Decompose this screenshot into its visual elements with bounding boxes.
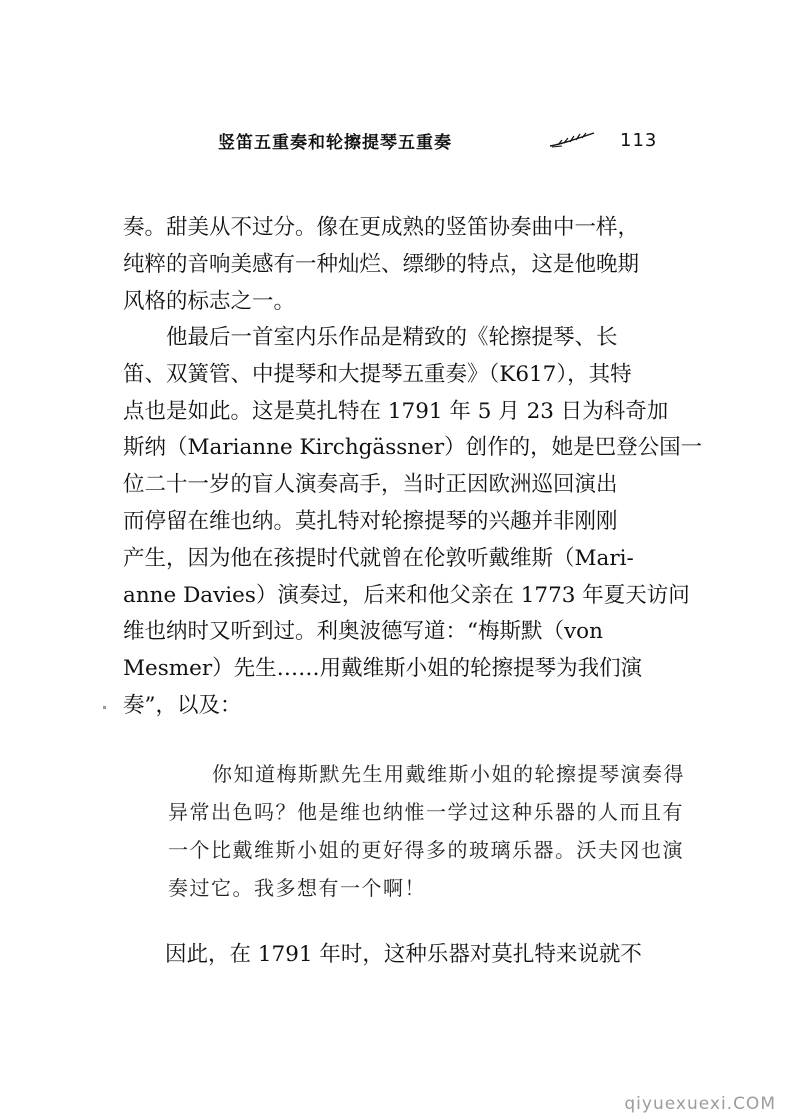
block-quote: 你知道梅斯默先生用戴维斯小姐的轮擦提琴演奏得异常出色吗？他是维也纳惟一学过这种乐器的人而且有一个比戴维斯小姐的更好得多的玻璃乐器。沃夫冈也演奏过它。我多想有一个啊！: [168, 762, 685, 900]
site-watermark: qiyuexuexi.COM: [624, 1094, 776, 1114]
text-line: 斯纳（Marianne Kirchgässner）创作的，她是巴登公国一: [123, 435, 703, 461]
text-line: 纯粹的音响美感有一种灿烂、缥缈的特点，这是他晚期: [123, 251, 640, 277]
text-line: 维也纳时又听到过。利奥波德写道：“梅斯默（von: [123, 619, 603, 645]
text-line: 他最后一首室内乐作品是精致的《轮擦提琴、长: [166, 325, 618, 350]
text-line: 笛、双簧管、中提琴和大提琴五重奏》（K617），其特: [123, 361, 632, 387]
quill-pen-icon: [548, 130, 596, 150]
text-line: 奏”，以及：: [123, 692, 242, 718]
scan-mark: [103, 706, 106, 709]
paragraph-2: [123, 320, 703, 725]
text-line: 而停留在维也纳。莫扎特对轮擦提琴的兴趣并非刚刚: [123, 508, 618, 534]
text-line: 风格的标志之一。: [123, 288, 296, 314]
text-line: 点也是如此。这是莫扎特在 1791 年 5 月 23 日为科奇加: [123, 398, 669, 424]
paragraph-1: [123, 210, 689, 320]
page-header: [218, 128, 794, 158]
text-line: 奏。甜美从不过分。像在更成熟的竖笛协奏曲中一样，: [123, 215, 640, 240]
running-title: 竖笛五重奏和轮擦提琴五重奏: [218, 133, 452, 153]
text-line: 产生，因为他在孩提时代就曾在伦敦听戴维斯（Mari-: [123, 545, 634, 571]
text-line: 位二十一岁的盲人演奏高手，当时正因欧洲巡回演出: [123, 472, 618, 498]
text-line: anne Davies）演奏过，后来和他父亲在 1773 年夏天访问: [123, 582, 690, 608]
paragraph-3: 因此，在 1791 年时，这种乐器对莫扎特来说就不: [165, 942, 642, 967]
page-number: 113: [620, 130, 658, 151]
text-line: Mesmer）先生……用戴维斯小姐的轮擦提琴为我们演: [123, 656, 643, 682]
